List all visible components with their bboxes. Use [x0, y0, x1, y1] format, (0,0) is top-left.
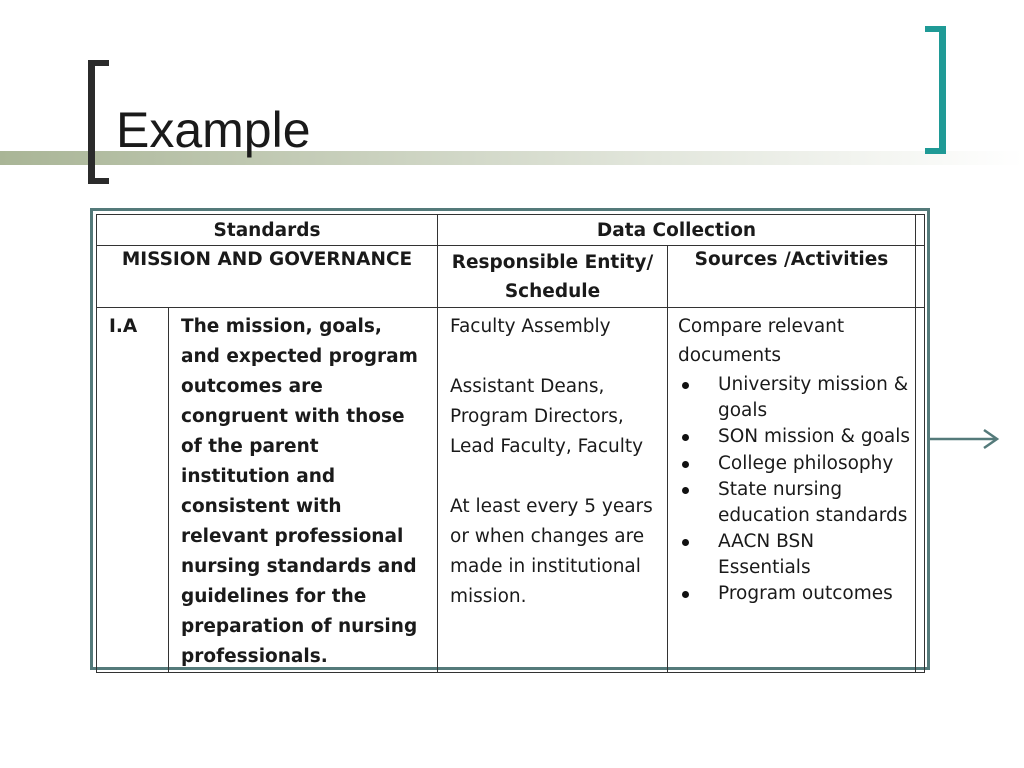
slide-title: Example — [116, 102, 311, 158]
header-mission-governance: MISSION AND GOVERNANCE — [97, 246, 438, 308]
right-arrow-icon — [928, 428, 1000, 450]
header-data-collection: Data Collection — [438, 215, 916, 246]
responsible-cell — [438, 308, 668, 673]
standards-table — [96, 214, 925, 673]
list-item: University mission & goals — [678, 372, 911, 423]
list-item: Program outcomes — [678, 581, 911, 607]
right-bracket-decoration — [925, 26, 946, 154]
standard-text: The mission, goals, and expected program outcomes are congruent with those of the parent institution and consistent with relevant professional nursing standards and guidelines for the preparation of nursing professionals. — [169, 308, 438, 673]
header-standards: Standards — [97, 215, 438, 246]
list-item: SON mission & goals — [678, 424, 911, 450]
spacer-cell — [916, 308, 925, 673]
spacer-cell — [916, 246, 925, 308]
list-item: State nursing education standards — [678, 477, 911, 528]
list-item: College philosophy — [678, 451, 911, 477]
sources-list — [678, 372, 911, 607]
responsible-entity-2: Assistant Deans, Program Directors, Lead Faculty, Faculty — [450, 376, 644, 457]
sources-cell — [668, 308, 916, 673]
responsible-entity-1: Faculty Assembly — [450, 316, 611, 337]
standards-table-frame — [90, 208, 930, 670]
header-sources-activities: Sources /Activities — [668, 246, 916, 308]
list-item: AACN BSN Essentials — [678, 529, 911, 580]
left-bracket-decoration — [88, 60, 109, 184]
sources-intro: Compare relevant documents — [678, 316, 845, 366]
responsible-schedule: At least every 5 years or when changes are made in institutional mission. — [450, 496, 653, 607]
header-responsible-entity: Responsible Entity/ Schedule — [438, 246, 668, 308]
standard-id: I.A — [97, 308, 169, 673]
spacer-cell — [916, 215, 925, 246]
